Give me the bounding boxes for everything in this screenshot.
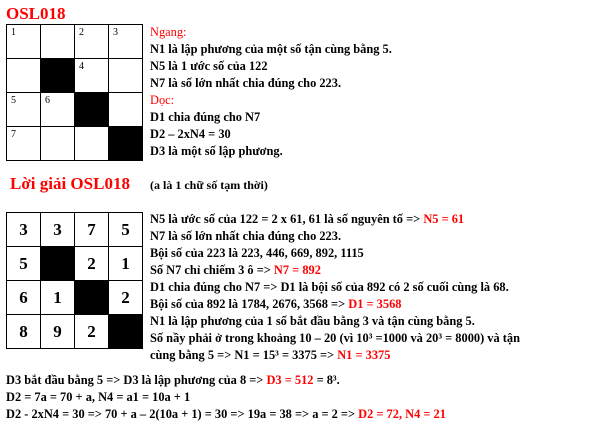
line-text: N1 là lập phương của 1 số bắt đầu bằng 3 và tận cùng bằng 5.: [150, 314, 475, 328]
black-cell: [41, 59, 75, 93]
black-cell: [109, 127, 143, 161]
grid-cell: [41, 93, 75, 127]
clue-number: 7: [11, 129, 16, 140]
solution-line: [6, 372, 446, 389]
grid-cell: [41, 127, 75, 161]
cell-value: 5: [121, 219, 130, 239]
grid-cell: [75, 247, 109, 281]
clue-number: 3: [113, 27, 118, 38]
grid-cell: [7, 281, 41, 315]
grid-cell: [7, 93, 41, 127]
solution-line: [150, 330, 520, 347]
cell-value: 5: [19, 253, 28, 273]
solution-line: [150, 279, 520, 296]
black-cell: [75, 93, 109, 127]
across-clue: N7 là số lớn nhất chia đúng cho 223.: [150, 76, 342, 90]
grid-cell: [109, 281, 143, 315]
puzzle-grid: [6, 24, 143, 161]
grid-cell: [75, 25, 109, 59]
across-clue: N1 là lập phương của một số tận cùng bằng 5.: [150, 42, 392, 56]
cell-value: 2: [121, 287, 130, 307]
clue-number: 6: [45, 95, 50, 106]
puzzle-title: OSL018: [6, 4, 66, 23]
solution-grid: [6, 212, 143, 349]
cell-value: 8: [19, 321, 28, 341]
line-text: D2 = 7a = 70 + a, N4 = a1 = 10a + 1: [6, 390, 191, 404]
clues: [150, 24, 392, 160]
grid-cell: [7, 213, 41, 247]
across-header: Ngang:: [150, 25, 187, 39]
line-text: Số N7 chỉ chiếm 3 ô =>: [150, 263, 274, 277]
solution-line: [150, 211, 520, 228]
line-text: D3 bắt đầu bằng 5 => D3 là lập phương của 8 =>: [6, 373, 267, 387]
grid-cell: [75, 59, 109, 93]
solution-line: [150, 347, 520, 364]
line-text: = 8³.: [313, 373, 340, 387]
grid-cell: [109, 59, 143, 93]
line-text: Bội số của 892 là 1784, 2676, 3568 =>: [150, 297, 349, 311]
line-text: Số nầy phải ở trong khoảng 10 – 20 (vì 10³ =1000 và 20³ = 8000) và tận: [150, 331, 521, 345]
grid-cell: [75, 213, 109, 247]
grid-cell: [41, 281, 75, 315]
grid-cell: [41, 315, 75, 349]
clue-number: 1: [11, 27, 16, 38]
grid-cell: [7, 315, 41, 349]
grid-cell: [75, 315, 109, 349]
clue-number: 4: [79, 61, 84, 72]
answer-text: D2 = 72, N4 = 21: [358, 407, 446, 421]
grid-cell: [109, 247, 143, 281]
black-cell: [75, 281, 109, 315]
solution-line: [150, 296, 520, 313]
line-text: N7 là số lớn nhất chia đúng cho 223.: [150, 229, 342, 243]
cell-value: 2: [87, 253, 96, 273]
down-clue: D3 là một số lập phương.: [150, 144, 283, 158]
cell-value: 1: [121, 253, 130, 273]
cell-value: 3: [19, 219, 28, 239]
solution-line: [150, 262, 520, 279]
cell-value: 2: [87, 321, 96, 341]
solution-note: (a là 1 chữ số tạm thời): [150, 178, 268, 192]
grid-cell: [109, 93, 143, 127]
down-header: Dọc:: [150, 93, 175, 107]
solution-line: [150, 228, 520, 245]
cell-value: 1: [53, 287, 62, 307]
line-text: N5 là ước số của 122 = 2 x 61, 61 là số nguyên tố =>: [150, 212, 424, 226]
grid-cell: [41, 213, 75, 247]
cell-value: 6: [19, 287, 28, 307]
grid-cell: [41, 25, 75, 59]
black-cell: [109, 315, 143, 349]
solution-explanation: [150, 211, 520, 364]
grid-cell: [109, 213, 143, 247]
line-text: Bội số của 223 là 223, 446, 669, 892, 1115: [150, 246, 364, 260]
bottom-explanation: [6, 372, 446, 423]
line-text: cùng bằng 5 => N1 = 15³ = 3375 =>: [150, 348, 338, 362]
solution-line: [150, 245, 520, 262]
grid-cell: [7, 25, 41, 59]
answer-text: N7 = 892: [273, 263, 321, 277]
solution-line: [6, 389, 446, 406]
black-cell: [41, 247, 75, 281]
down-clue: D2 – 2xN4 = 30: [150, 127, 231, 141]
cell-value: 3: [53, 219, 62, 239]
line-text: D2 - 2xN4 = 30 => 70 + a – 2(10a + 1) = 30 => 19a = 38 => a = 2 =>: [6, 407, 359, 421]
answer-text: N1 = 3375: [337, 348, 391, 362]
grid-cell: [109, 25, 143, 59]
grid-cell: [7, 59, 41, 93]
line-text: D1 chia đúng cho N7 => D1 là bội số của 892 có 2 số cuối cùng là 68.: [150, 280, 509, 294]
clue-number: 2: [79, 27, 84, 38]
solution-title: Lời giải OSL018: [10, 174, 130, 193]
answer-text: D1 = 3568: [348, 297, 402, 311]
clue-number: 5: [11, 95, 16, 106]
solution-line: [6, 406, 446, 423]
answer-text: D3 = 512: [266, 373, 314, 387]
cell-value: 9: [53, 321, 62, 341]
cell-value: 7: [87, 219, 96, 239]
solution-line: [150, 313, 520, 330]
across-clue: N5 là 1 ước số của 122: [150, 59, 268, 73]
grid-cell: [7, 127, 41, 161]
grid-cell: [75, 127, 109, 161]
down-clue: D1 chia đúng cho N7: [150, 110, 261, 124]
answer-text: N5 = 61: [423, 212, 465, 226]
grid-cell: [7, 247, 41, 281]
